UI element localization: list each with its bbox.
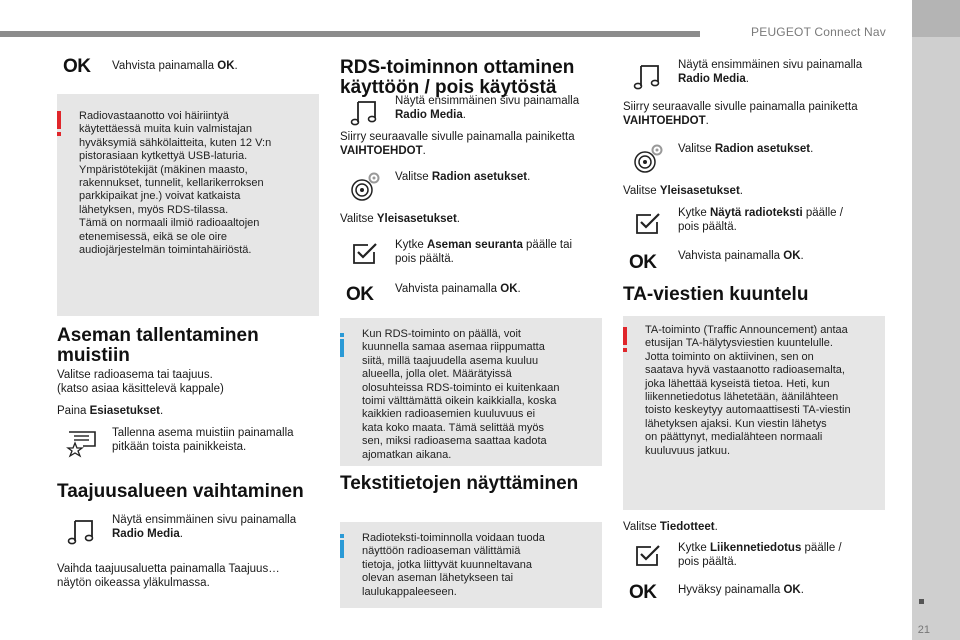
checkbox-icon — [348, 236, 382, 270]
toggle-radiotext-text: Kytke Näytä radioteksti päälle / pois päältä. — [678, 207, 843, 233]
note-line: laulukappaleeseen. — [362, 585, 457, 598]
warning-note — [57, 94, 319, 316]
note-line: kata koko maata. Tämä selittää myös — [362, 421, 544, 434]
ta-warning-note — [623, 316, 885, 510]
ta-heading: TA-viestien kuuntelu — [623, 284, 809, 305]
rds-info-note — [340, 318, 602, 466]
warning-icon-dot — [57, 132, 61, 136]
ok-icon: OK — [63, 56, 91, 77]
note-line: kaikkien radioasemien kuuluvuus ei — [362, 408, 536, 421]
text-info-heading: Tekstitietojen näyttäminen — [340, 473, 579, 494]
note-line: Jotta toiminto on aktiivinen, sen on — [645, 350, 814, 363]
ta-warning-text — [645, 324, 851, 458]
select-station-text: Valitse radioasema tai taajuus. (katso asiaa käsittelevä kappale) — [57, 369, 224, 395]
ok-icon: OK — [629, 252, 657, 273]
note-line: Radiovastaanotto voi häiriintyä — [79, 110, 229, 122]
column-3 — [623, 0, 885, 640]
checkbox-icon — [631, 206, 665, 240]
warning-icon — [623, 327, 627, 345]
radio-settings-icon — [631, 142, 665, 176]
note-line: lähetyksen, myös RDS-tilassa. — [79, 203, 229, 216]
note-line: kuunnella samaa asemaa riippumatta — [362, 341, 545, 354]
page-edge-tab-top — [912, 0, 960, 37]
confirm-ok-text: Vahvista painamalla OK. — [395, 283, 521, 295]
ok-icon: OK — [346, 284, 374, 305]
page-number: 21 — [917, 624, 930, 636]
confirm-ok-text: Vahvista painamalla OK. — [112, 60, 238, 72]
radiotext-info-note — [340, 522, 602, 608]
note-line: parkkipaikat jne.) voivat katkaista — [79, 190, 241, 203]
rds-heading: RDS-toiminnon ottaminen käyttöön / pois käytöstä — [340, 57, 575, 98]
note-line: TA-toiminto (Traffic Announcement) antaa — [645, 324, 848, 336]
note-line: Ympäristötekijät (mäkinen maasto, — [79, 163, 248, 176]
note-line: kuuluvuus jatkuu. — [645, 444, 730, 457]
toggle-traffic-info-text: Kytke Liikennetiedotus päälle / pois päältä. — [678, 542, 842, 568]
toggle-station-tracking-text: Kytke Aseman seuranta päälle tai pois päältä. — [395, 239, 573, 265]
save-heading: Aseman tallentaminen muistiin — [57, 325, 259, 366]
column-1 — [57, 0, 319, 640]
store-text: Tallenna asema muistiin painamalla pitkään toista painikkeista. — [112, 427, 294, 453]
rds-info-text — [362, 328, 560, 462]
show-first-page-text: Näytä ensimmäinen sivu painamalla Radio Media. — [112, 514, 297, 540]
preset-star-icon — [65, 424, 99, 458]
page-end-marker — [919, 599, 924, 604]
note-line: joka lähettää kyseistä tietoa. Heti, kun — [645, 377, 830, 390]
ok-icon: OK — [629, 582, 657, 603]
warning-icon — [57, 111, 61, 129]
music-note-icon — [348, 94, 382, 128]
note-line: alueella, jolla olet. Määrätyissä — [362, 368, 512, 381]
note-line: sen, miksi radioasema saattaa kadota — [362, 435, 547, 448]
note-line: liikennetiedotus lähetetään, äänilähteen — [645, 391, 839, 404]
note-line: etenemisessä, eikä se ole oire — [79, 230, 227, 243]
note-line: käytettäessä muita kuin valmistajan — [79, 123, 253, 136]
confirm-ok-text: Vahvista painamalla OK. — [678, 250, 804, 262]
note-line: olosuhteissa RDS-toiminto ei kuitenkaan — [362, 381, 560, 394]
note-line: näyttöön radioaseman välittämiä — [362, 545, 521, 558]
note-line: pistorasiaan kytkettyä USB-laturia. — [79, 150, 248, 163]
checkbox-icon — [631, 538, 665, 572]
info-icon-dot — [340, 534, 344, 538]
note-line: saatava hyvä vastaanotto radioasemalta, — [645, 364, 845, 377]
note-line: tietoja, jotka liittyvät kuunneltavana — [362, 558, 532, 571]
info-icon — [340, 540, 344, 558]
note-line: rakennukset, tunnelit, kellarikerroksen — [79, 177, 264, 190]
select-announcements-text: Valitse Tiedotteet. — [623, 521, 718, 533]
note-line: siitä, millä taajuudella asema kuuluu — [362, 354, 539, 367]
press-presets-text: Paina Esiasetukset. — [57, 405, 164, 417]
note-line: Radioteksti-toiminnolla voidaan tuoda — [362, 532, 545, 544]
accept-ok-text: Hyväksy painamalla OK. — [678, 584, 804, 596]
show-first-page-text: Näytä ensimmäinen sivu painamalla Radio Media. — [678, 59, 863, 85]
music-note-icon — [631, 58, 665, 92]
note-line: toimi välttämättä oikein kaikkialla, koska — [362, 395, 557, 408]
info-icon — [340, 339, 344, 357]
info-icon-dot — [340, 333, 344, 337]
warning-text — [79, 110, 271, 257]
next-page-text: Siirry seuraavalle sivulle painamalla painiketta VAIHTOEHDOT. — [340, 131, 575, 157]
page-edge-tab — [912, 0, 960, 640]
show-first-page-text: Näytä ensimmäinen sivu painamalla Radio Media. — [395, 95, 580, 121]
note-line: on päättynyt, medialähteen normaali — [645, 431, 823, 444]
note-line: olevan aseman lähetykseen tai — [362, 572, 514, 585]
note-line: hyväksymiä sähkölaitteita, kuten 12 V:n — [79, 136, 272, 149]
band-heading: Taajuusalueen vaihtaminen — [57, 481, 304, 502]
change-band-text: Vaihda taajuusaluetta painamalla Taajuus… näytön oikeassa yläkulmassa. — [57, 563, 280, 589]
header-title: PEUGEOT Connect Nav — [751, 25, 886, 39]
note-line: toisto keskeytyy automaattisesti TA-viestin — [645, 404, 851, 417]
note-line: audiojärjestelmän toimintahäiriöstä. — [79, 244, 252, 257]
radio-settings-icon — [348, 170, 382, 204]
column-2 — [340, 0, 602, 640]
select-radio-settings-text: Valitse Radion asetukset. — [678, 143, 814, 155]
select-general-settings-text: Valitse Yleisasetukset. — [623, 185, 743, 197]
note-line: Tämä on normaali ilmiö radioaaltojen — [79, 217, 260, 230]
next-page-text: Siirry seuraavalle sivulle painamalla painiketta VAIHTOEHDOT. — [623, 101, 858, 127]
note-line: lähetyksen ajaksi. Kun viestin lähetys — [645, 417, 827, 430]
select-general-settings-text: Valitse Yleisasetukset. — [340, 213, 460, 225]
note-line: Kun RDS-toiminto on päällä, voit — [362, 328, 521, 340]
radiotext-info-text — [362, 532, 545, 599]
note-line: ajomatkan aikana. — [362, 448, 452, 461]
select-radio-settings-text: Valitse Radion asetukset. — [395, 171, 531, 183]
note-line: etusijan TA-hälytysviestien kuuntelulle. — [645, 337, 833, 350]
music-note-icon — [65, 513, 99, 547]
warning-icon-dot — [623, 348, 627, 352]
